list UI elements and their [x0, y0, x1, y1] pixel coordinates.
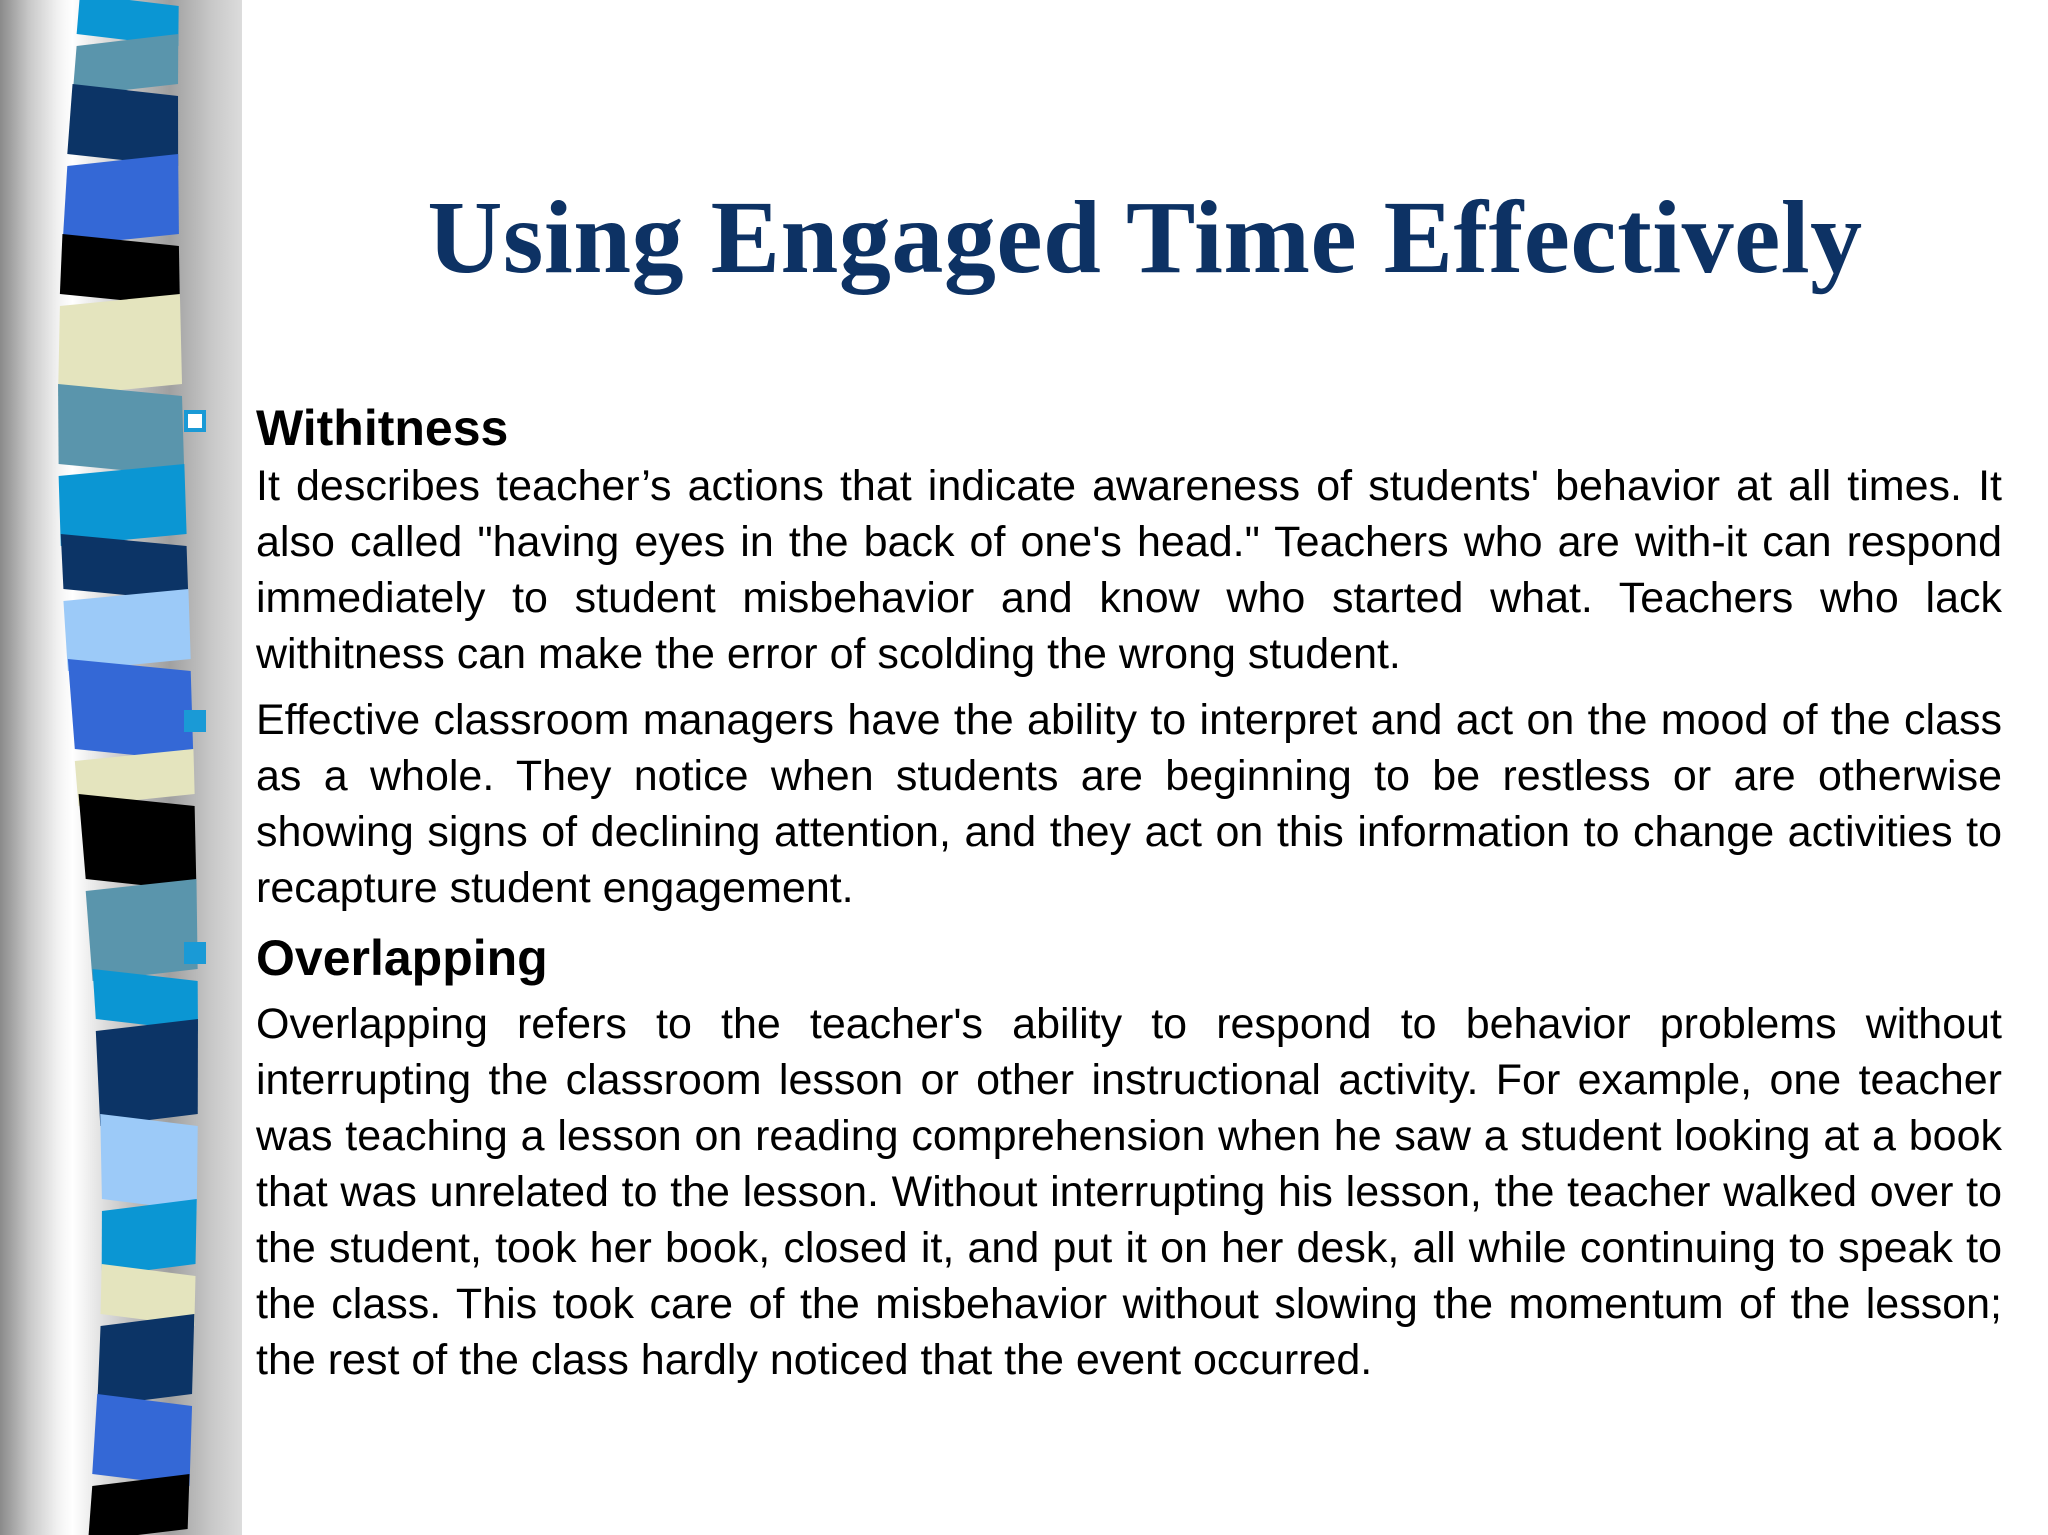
stripe-band [58, 384, 184, 476]
paragraph-classroom-mood: Effective classroom managers have the ability to interpret and act on the mood of the class as a whole. They notice when students are beginning to be restless or are otherwise showing signs of declining attention, and they act on this information to change activities to recapture student engagement. [256, 696, 2002, 912]
section-classroom-mood [256, 692, 2002, 916]
stripe-band [68, 659, 194, 761]
stripe-band [88, 1474, 189, 1535]
decorative-stripe-bar [0, 0, 242, 1535]
section-heading-withitness: Withitness [256, 400, 509, 456]
stripe-pattern [0, 0, 242, 1535]
stripe-band [86, 879, 198, 981]
stripe-band [62, 154, 178, 246]
filled-square-bullet-icon [184, 710, 206, 732]
stripe-band [63, 589, 190, 671]
slide-body [256, 398, 2002, 1388]
section-overlapping [256, 928, 2002, 1388]
slide-title: Using Engaged Time Effectively [427, 180, 1863, 295]
section-withitness [256, 398, 2002, 682]
stripe-band [97, 1314, 194, 1406]
stripe-band [67, 84, 178, 166]
section-heading-overlapping: Overlapping [256, 930, 548, 986]
paragraph-overlapping: Overlapping refers to the teacher's ability to respond to behavior problems without interrupting the classroom lesson or other instructional activity. For example, one teacher was teaching a lesson on reading comprehension when he saw a student looking at a book that was unrelated to the lesson. Without interrupting his lesson, the teacher walked over to the student, took her book, closed it, and put it on her desk, all while continuing to speak to the class. This took care of the misbehavior without slowing the momentum of the lesson; the rest of the class hardly noticed that the event occurred. [256, 1000, 2002, 1384]
stripe-band [59, 464, 187, 546]
stripe-band [79, 794, 197, 891]
stripe-band [92, 1394, 192, 1486]
stripe-band [60, 234, 180, 306]
hollow-square-bullet-icon [184, 410, 206, 432]
stripe-band [100, 1114, 198, 1211]
stripe-band [96, 1019, 198, 1126]
filled-square-bullet-icon [184, 942, 206, 964]
stripe-band [102, 1199, 197, 1276]
paragraph-withitness: It describes teacher’s actions that indicate awareness of students' behavior at all times. It also called "having eyes in the back of one's head." Teachers who are with-it can respond immediately to student misbehavior and know who started what. Teachers who lack withitness can make the error of scolding the wrong student. [256, 462, 2002, 678]
stripe-band [58, 294, 182, 396]
